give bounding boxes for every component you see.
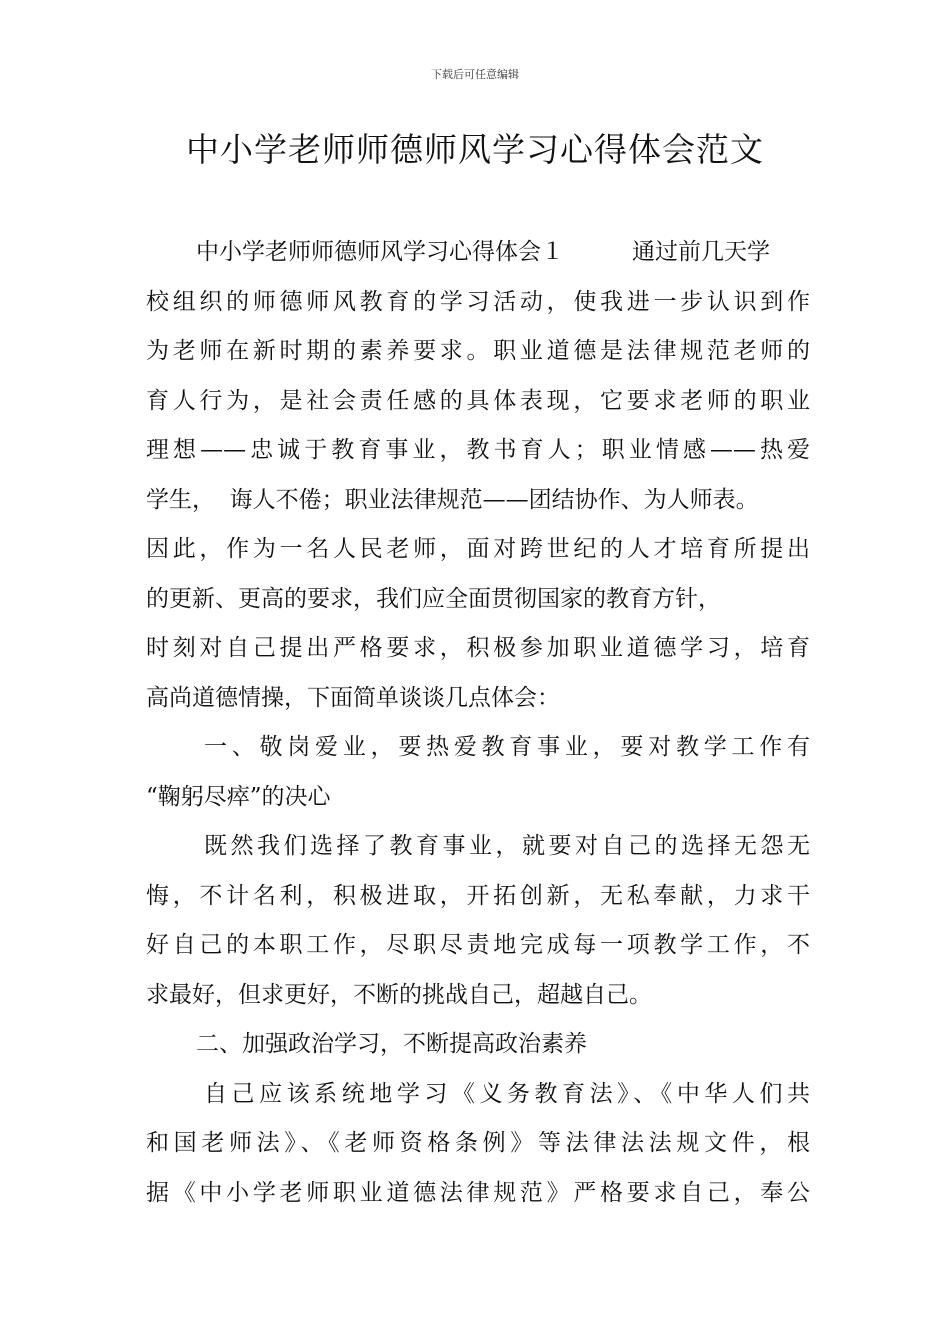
paragraph-start: 通过前几天学 [632, 239, 770, 265]
paragraph-line: 因此，作为一名人民老师，面对跨世纪的人才培育所提出 [146, 536, 810, 562]
paragraph-line: 校组织的师德师风教育的学习活动，使我进一步认识到作 [146, 288, 810, 315]
paragraph-line: 好自己的本职工作，尽职尽责地完成每一项教学工作，不 [146, 932, 810, 958]
paragraph-line: 求最好，但求更好，不断的挑战自己，超越自己。 [146, 981, 652, 1008]
section-heading-inline: 中小学老师师德师风学习心得体会１ [196, 239, 564, 265]
document-body [146, 228, 810, 1218]
document-title: 中小学老师师德师风学习心得体会范文 [186, 130, 764, 169]
paragraph-line: 既然我们选择了教育事业，就要对自己的选择无怨无 [204, 833, 810, 859]
paragraph-line: 的更新、更高的要求，我们应全面贯彻国家的教育方针， [146, 585, 721, 612]
paragraph-line: 理想——忠诚于教育事业，教书育人；职业情感——热爱 [146, 437, 810, 463]
section-heading-line: 二、加强政治学习，不断提高政治素养 [196, 1031, 587, 1057]
paragraph-line: 为老师在新时期的素养要求。职业道德是法律规范老师的 [146, 338, 810, 364]
paragraph-line: 学生， 诲人不倦；职业法律规范——团结协作、为人师表。 [146, 486, 759, 513]
paragraph-line [146, 228, 810, 278]
section-heading-line: “鞠躬尽瘁”的决心 [146, 783, 331, 810]
paragraph-line: 悔，不计名利，积极进取，开拓创新，无私奉献，力求干 [146, 882, 810, 909]
paragraph-line: 自己应该系统地学习《义务教育法》、《中华人们共 [204, 1080, 810, 1107]
paragraph-line: 育人行为，是社会责任感的具体表现，它要求老师的职业 [146, 387, 810, 414]
header-note: 下载后可任意编辑 [431, 68, 519, 81]
paragraph-line: 和国老师法》、《老师资格条例》等法律法法规文件，根 [146, 1130, 810, 1156]
paragraph-line: 时刻对自己提出严格要求，积极参加职业道德学习，培育 [146, 635, 810, 661]
paragraph-line: 高尚道德情操，下面简单谈谈几点体会： [146, 684, 560, 711]
section-heading-line: 一、敬岗爱业，要热爱教育事业，要对教学工作有 [204, 734, 810, 760]
paragraph-line: 据《中小学老师职业道德法律规范》严格要求自己，奉公 [146, 1179, 810, 1206]
